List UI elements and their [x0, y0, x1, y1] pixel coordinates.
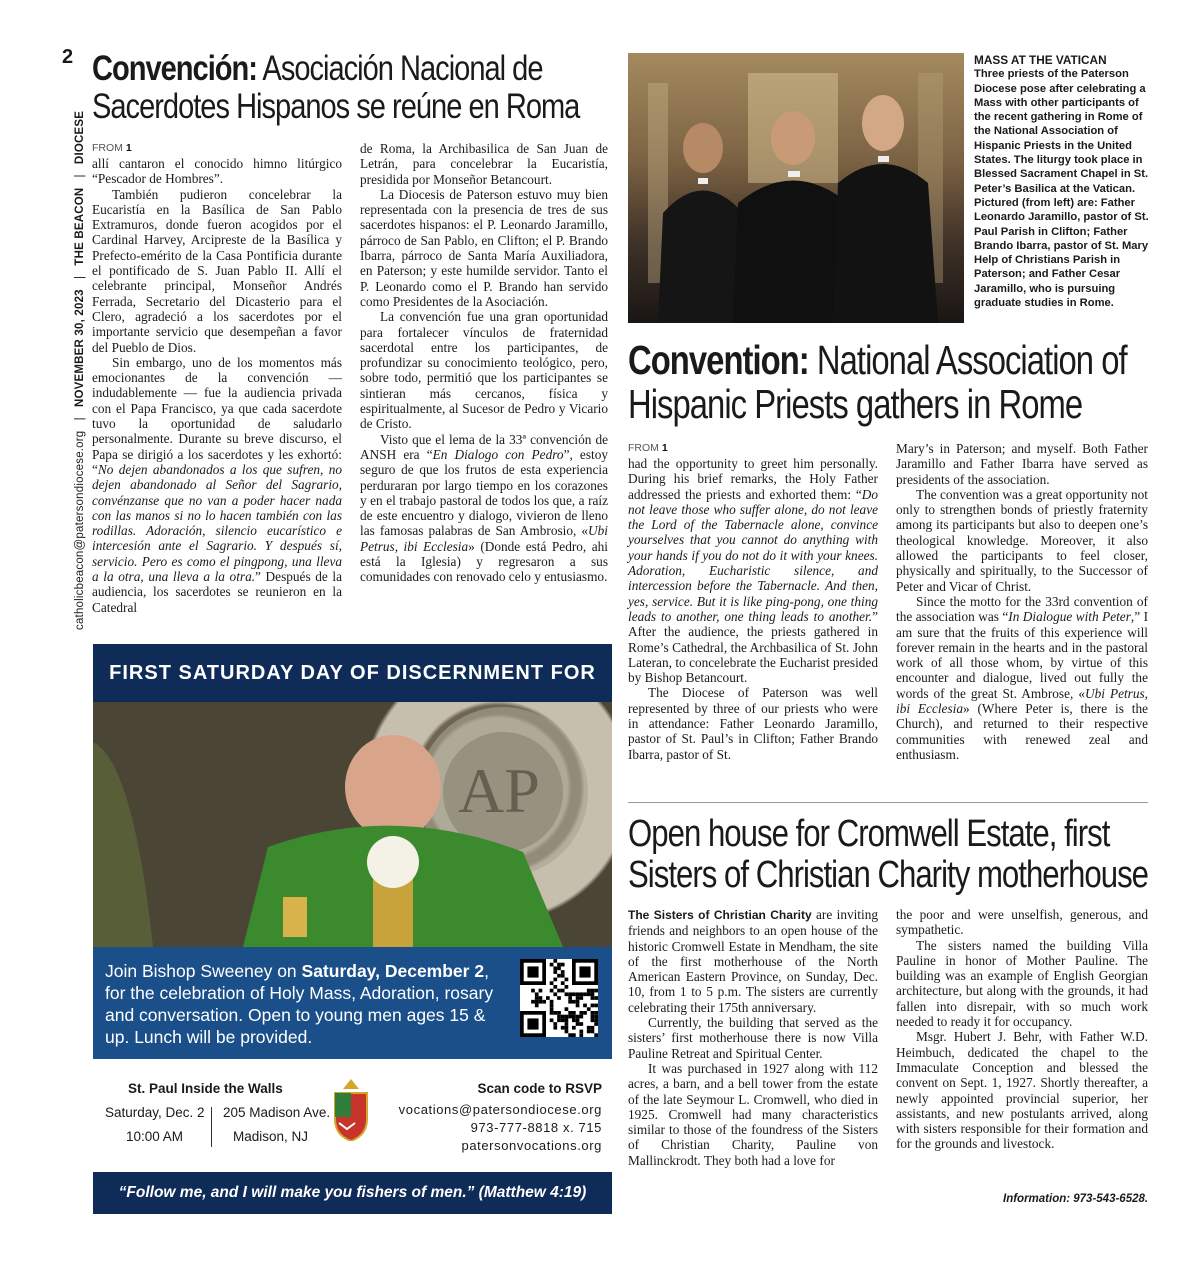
ad-rsvp-label: Scan code to RSVP: [477, 1081, 602, 1096]
spanish-kicker: Convención:: [92, 49, 257, 88]
bishop-illustration: [93, 702, 612, 947]
ad-scripture-quote: “Follow me, and I will make you fishers of men.” (Matthew 4:19): [93, 1172, 612, 1214]
ad-address-1: 205 Madison Ave.: [223, 1105, 331, 1120]
sidebar-url: catholicbeacon@patersondiocese.org: [74, 430, 86, 630]
ad-banner: FIRST SATURDAY DAY OF DISCERNMENT FOR: [93, 644, 612, 702]
diocese-seal-icon: [331, 1079, 371, 1146]
rsvp-qr-code[interactable]: [520, 959, 598, 1037]
svg-text:ΑΡ: ΑΡ: [458, 755, 540, 826]
sidebar-section: DIOCESE: [74, 110, 86, 165]
ad-email[interactable]: vocations@patersondiocese.org: [398, 1102, 602, 1117]
spanish-column-2: de Roma, la Archibasilica de San Juan de Letrán, para concelebrar la Eucaristía, presidida por Monseñor Betancourt. La Diocesis de Paterson estuvo muy bien representada con la presencia de tres de sus sacerdotes hispanos: el P. Leonardo Jaramillo, párroco de San Pablo, en Clifton; el P. Brando Ibarra, párroco de Santa María Auxiliadora, en Paterson; y este humilde servidor. Tanto el P. Leonardo como el P. Brando han servido como Presidentes de la Asociación. La convención fue una gran oportunidad para fortalecer vínculos de fraternidad sacerdotal entre los participantes, de profundizar su conocimiento teológico, pero, sobre todo, permitió que los participantes se sintieran más cercanos, física y espiritualmente, al Sucesor de Pedro y Vicario de Cristo. Visto que el lema de la 33ª convención de ANSH era “En Dialogo con Pedro”, estoy seguro de que los frutos de esta experiencia perduraran por largo tiempo en los corazones y en el trabajo pastoral de todos los que, a raíz de este encuentro y dialogo, vivieron de lleno las famosas palabras de San Ambrosio, «Ubi Petrus, ibi Ecclesia» (Donde está Pedro, ahi está la Iglesia) y regresaron a sus comunidades con renovado celo y entusiasmo.: [360, 141, 609, 585]
spanish-title: Asociación Nacional de Sacerdotes Hispanos se reúne en Roma: [92, 49, 580, 126]
caption-body: Three priests of the Paterson Diocese pose after celebrating a Mass with other participants of the recent gathering in Rome of the National Association of Hispanic Priests in the United States. The liturgy took place in Blessed Sacrament Chapel in St. Peter’s Basilica at the Vatican. Pictured (from left) are: Father Leonardo Jaramillo, pastor of St. Paul Parish in Clifton; Father Brando Ibarra, pastor of St. Mary Help of Christians Parish in Paterson; and Father Cesar Jaramillo, who is pursuing graduate studies in Rome.: [974, 68, 1149, 310]
ad-details-panel: [93, 1059, 612, 1172]
english-title: National Association of Hispanic Priests gathers in Rome: [628, 337, 1127, 428]
ad-date: Saturday, Dec. 2: [105, 1105, 205, 1120]
english-headline: [628, 338, 1148, 427]
ad-time: 10:00 AM: [126, 1129, 184, 1144]
english-column-1: had the opportunity to greet him personally. During his brief remarks, the Holy Father addressed the priests and exhorted them: “Do not leave those who suffer alone, do not leave the Lord of the Tabernacle alone, convince yourselves that you cannot do anything with your hands if you do not do it with your knees. Adoration, Eucharistic silence, and intercession before the Tabernacle. And then, yes, service. But it is like ping-pong, one thing leads to another, one thing leads to another.” After the audience, the priests gathered in Rome’s Cathedral, the Archbasilica of St. John Lateran, to concelebrate the Eucharist presided by Bishop Betancourt. The Diocese of Paterson was well represented by three of our priests who were in attendance: Father Leonardo Jaramillo, pastor of St. Paul’s in Clifton; Father Brando Ibarra, pastor of St.: [628, 456, 878, 762]
caption-title: MASS AT THE VATICAN: [974, 53, 1107, 67]
cromwell-lead: The Sisters of Christian Charity: [628, 908, 812, 922]
spanish-headline: [92, 50, 607, 126]
ad-website[interactable]: patersonvocations.org: [461, 1138, 602, 1153]
section-divider: [628, 802, 1148, 803]
ad-details-divider: [211, 1107, 212, 1147]
sidebar-publication: THE BEACON: [74, 187, 86, 266]
spanish-column-1: allí cantaron el conocido himno litúrgico “Pescador de Hombres”. También pudieron concelebrar la Eucaristía en la Basílica de San Pablo Extramuros, donde fueron acogidos por el Cardinal Harvey, Arcipreste de la Basílica y Prefecto-emérito de la Casa Pontificia durante el pontificado de S. Juan Pablo II. Allí el celebrante principal, Monseñor Andrés Ferrada, Secretario del Dicasterio para el Clero, agradeció a los sacerdotes por el importante servicio que desempeñan a favor del Pueblo de Dios. Sin embargo, uno de los momentos más emocionantes de la convención — indudablemente — fue la audiencia privada con el Papa Francisco, ya que cada sacerdote tuvo la oportunidad de saludarlo personalmente. Durante su breve discurso, el Papa se dirigió a los sacerdotes y les exhortó: “No dejen abandonados a los que sufren, no dejen abandonado al Señor del Sagrario, convénzanse que no van a poder hacer nada con las manos si no lo hacen también con las rodillas. Adoración, silencio eucarístico e intercesión ante el Sagrario. Y después sí, servicio. Pero es como el pingpong, una lleva a la otra, una lleva a la otra.” Después de la audiencia, los sacerdotes se reunieron en la Catedral: [92, 156, 342, 615]
ad-invitation-text: Join Bishop Sweeney on Saturday, December 2, for the celebration of Holy Mass, Adoration, rosary and conversation. Open to young men ages 15 & up. Lunch will be provided.: [105, 961, 494, 1047]
ad-invitation-panel: [93, 947, 612, 1059]
sidebar-date: NOVEMBER 30, 2023: [74, 289, 86, 408]
vatican-photo: [628, 53, 964, 323]
qr-code-icon: [520, 959, 598, 1037]
page-number: 2: [62, 46, 74, 68]
spanish-from-label: FROM 1: [92, 142, 132, 154]
cromwell-column-2: the poor and were unselfish, generous, and sympathetic. The sisters named the building Villa Pauline in honor of Mother Pauline. The building was an example of English Georgian architecture, but along with the grounds, it had fallen into disrepair, with so much work needed to ready it for occupancy. Msgr. Hubert J. Behr, with Father W.D. Heimbuch, dedicated the chapel to the Immaculate Conception and blessed the convent on Sept. 1, 1927. Shortly thereafter, a newly appointed provincial superior, her assistants, and new postulants arrived, along with sisters responsible for their formation and for the grounds and livestock.: [896, 907, 1148, 1152]
photo-caption: [974, 53, 1150, 310]
info-line: Information: 973-543-6528.: [1003, 1193, 1149, 1205]
vertical-sidebar: catholicbeacon@patersondiocese.org | NOVEMBER 30, 2023 | THE BEACON | DIOCESE: [74, 110, 86, 630]
ad-venue: St. Paul Inside the Walls: [128, 1081, 283, 1096]
ad-phone[interactable]: 973-777-8818 x. 715: [470, 1120, 602, 1135]
priests-illustration: [628, 53, 964, 323]
ad-address-2: Madison, NJ: [233, 1129, 309, 1144]
cromwell-column-1: The Sisters of Christian Charity are inviting friends and neighbors to an open house of the historic Cromwell Estate in Mendham, the site of the first motherhouse of the North American Eastern Province, on Sunday, Dec. 10, from 1 to 5 p.m. The sisters are currently celebrating their 175th anniversary. Currently, the building that served as the sisters’ first motherhouse there is now Villa Pauline Retreat and Spiritual Center. It was purchased in 1927 along with 112 acres, a barn, and a bell tower from the estate of the late Seymour L. Cromwell, who died in 1925. Cromwell had many characteristics similar to those of the foundress of the Sisters of Christian Charity, Pauline von Mallinckrodt. They both had a love for: [628, 907, 878, 1168]
english-column-2: Mary’s in Paterson; and myself. Both Father Jaramillo and Father Ibarra have served as presidents of the association. The convention was a great opportunity not only to strengthen bonds of priestly fraternity among its participants but also to deepen one’s theological knowledge. Moreover, it also allowed the participants to feel closer, physically and spiritually, to the Successor of Peter and Vicar of Christ. Since the motto for the 33rd convention of the association was “In Dialogue with Peter,” I am sure that the fruits of this experience will forever remain in the hearts and in the pastoral work of all those whom, by virtue of this encounter and dialogue, lived out fully the words of the great St. Ambrose, «Ubi Petrus, ibi Ecclesia» (Where Peter is, there is the Church), and returned to their respective communities with renewed zeal and enthusiasm.: [896, 441, 1148, 762]
english-from-label: FROM 1: [628, 442, 668, 454]
english-kicker: Convention:: [628, 337, 809, 383]
cromwell-headline: Open house for Cromwell Estate, first Sisters of Christian Charity motherhouse: [628, 813, 1149, 897]
ad-photo: [93, 702, 612, 947]
discernment-ad: [92, 643, 613, 1215]
